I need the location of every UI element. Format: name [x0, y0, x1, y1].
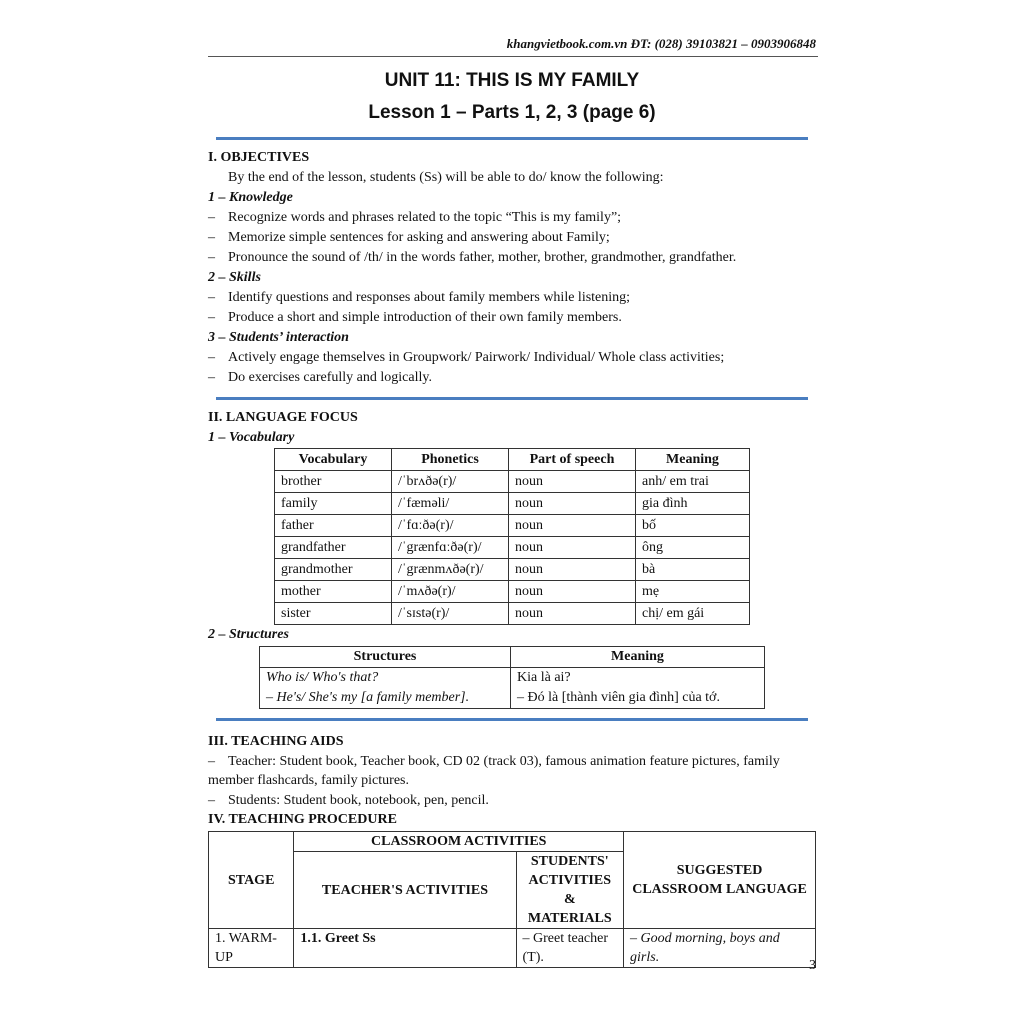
- column-header: Part of speech: [509, 449, 636, 471]
- column-header: TEACHER'S ACTIVITIES: [294, 852, 516, 929]
- knowledge-heading: 1 – Knowledge: [208, 190, 293, 205]
- column-header: Phonetics: [392, 449, 509, 471]
- table-row: family /ˈfæməli/ noun gia đình: [275, 493, 750, 515]
- column-header: CLASSROOM ACTIVITIES: [294, 832, 624, 852]
- objectives-intro: By the end of the lesson, students (Ss) will be able to do/ know the following:: [228, 170, 664, 185]
- table-row: father /ˈfɑːðə(r)/ noun bố: [275, 515, 750, 537]
- column-header: STAGE: [209, 832, 294, 929]
- header-rule: [208, 56, 818, 57]
- list-item: – Students: Student book, notebook, pen, pencil.: [208, 793, 489, 808]
- list-item: – Teacher: Student book, Teacher book, CD 02 (track 03), famous animation feature pictures, family: [208, 754, 780, 769]
- page-number: 3: [809, 958, 816, 973]
- table-row: mother /ˈmʌðə(r)/ noun mẹ: [275, 581, 750, 603]
- unit-title: UNIT 11: THIS IS MY FAMILY: [384, 70, 640, 91]
- language-focus-heading: II. LANGUAGE FOCUS: [208, 410, 358, 425]
- skills-heading: 2 – Skills: [208, 270, 261, 285]
- table-row: sister /ˈsɪstə(r)/ noun chị/ em gái: [275, 603, 750, 625]
- teaching-aids-heading: III. TEACHING AIDS: [208, 734, 344, 749]
- lesson-title: Lesson 1 – Parts 1, 2, 3 (page 6): [368, 102, 656, 123]
- section-divider: [216, 137, 808, 140]
- list-item: – Memorize simple sentences for asking and answering about Family;: [208, 230, 610, 245]
- structures-heading: 2 – Structures: [208, 627, 289, 642]
- procedure-table: [208, 831, 816, 968]
- list-item: – Actively engage themselves in Groupwork/ Pairwork/ Individual/ Whole class activities;: [208, 350, 725, 365]
- page-header: khangvietbook.com.vn ĐT: (028) 39103821 – 0903906848: [506, 36, 816, 51]
- column-header: Meaning: [636, 449, 750, 471]
- vocabulary-heading: 1 – Vocabulary: [208, 430, 295, 445]
- objectives-heading: I. OBJECTIVES: [208, 150, 310, 165]
- column-header: STUDENTS' ACTIVITIES & MATERIALS: [516, 852, 624, 929]
- section-divider: [216, 397, 808, 400]
- column-header: Meaning: [511, 647, 765, 668]
- list-item: – Identify questions and responses about family members while listening;: [208, 290, 631, 305]
- table-row: Who is/ Who's that? – He's/ She's my [a family member]. Kia là ai? – Đó là [thành viên gia đình] của tớ.: [260, 668, 765, 709]
- column-header: Structures: [260, 647, 511, 668]
- list-item-continuation: member flashcards, family pictures.: [208, 773, 409, 788]
- vocabulary-table: [274, 448, 750, 625]
- list-item: – Produce a short and simple introduction of their own family members.: [208, 310, 622, 325]
- list-item: – Recognize words and phrases related to the topic “This is my family”;: [208, 210, 622, 225]
- column-header: SUGGESTED CLASSROOM LANGUAGE: [624, 832, 816, 929]
- table-row: 1. WARM-UP 1.1. Greet Ss – Greet teacher (T). – Good morning, boys and girls.: [209, 929, 816, 968]
- table-row: grandmother /ˈgrænmʌðə(r)/ noun bà: [275, 559, 750, 581]
- section-divider: [216, 718, 808, 721]
- table-row: grandfather /ˈgrænfɑːðə(r)/ noun ông: [275, 537, 750, 559]
- structures-table: [259, 646, 765, 709]
- teaching-procedure-heading: IV. TEACHING PROCEDURE: [208, 812, 397, 827]
- interaction-heading: 3 – Students’ interaction: [208, 330, 349, 345]
- table-row: brother /ˈbrʌðə(r)/ noun anh/ em trai: [275, 471, 750, 493]
- column-header: Vocabulary: [275, 449, 392, 471]
- list-item: – Pronounce the sound of /th/ in the words father, mother, brother, grandmother, grandfather.: [208, 250, 737, 265]
- list-item: – Do exercises carefully and logically.: [208, 370, 432, 385]
